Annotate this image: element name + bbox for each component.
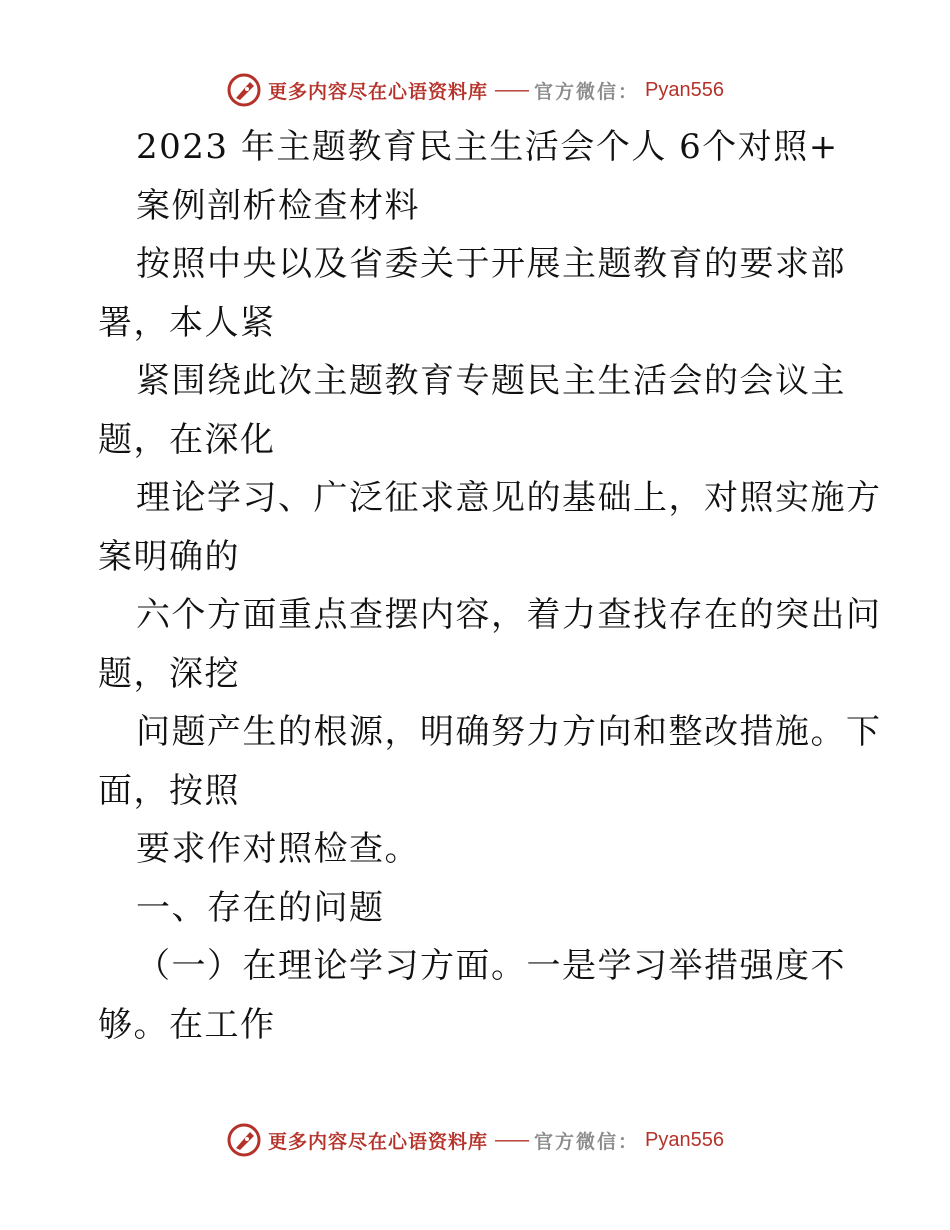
section-heading: 一、存在的问题 [136,887,385,928]
footer-watermark [0,1122,950,1158]
pen-nib-logo-icon [226,72,262,108]
paragraph-line: 署，本人紧 [98,302,276,343]
paragraph-line: 案明确的 [98,536,240,577]
paragraph-line: 面，按照 [98,770,240,811]
paragraph-line: 够。在工作 [98,1004,276,1045]
pen-nib-logo-icon [226,1122,262,1158]
watermark-dash: —— [494,1129,529,1151]
document-body [98,118,882,1054]
watermark-wechat-id: Pyan556 [645,78,724,101]
title-line-2: 案例剖析检查材料 [136,185,420,226]
paragraph-line: 按照中央以及省委关于开展主题教育的要求部 [136,244,846,284]
header-watermark [0,72,950,108]
paragraph-line: 紧围绕此次主题教育专题民主生活会的会议主 [136,361,846,401]
watermark-site-text: 更多内容尽在心语资料库 [268,80,489,103]
paragraph-line: 要求作对照检查。 [136,829,420,869]
watermark-wechat-id: Pyan556 [645,1128,724,1151]
title-line-1: 2023 年主题教育民主生活会个人 6个对照+ [136,127,839,167]
watermark-dash: —— [494,79,529,101]
watermark-wechat-label: 官方微信： [534,80,640,103]
paragraph-line: 问题产生的根源，明确努力方向和整改措施。下 [136,712,882,752]
watermark-wechat-label: 官方微信： [534,1130,640,1153]
paragraph-line: 六个方面重点查摆内容，着力查找存在的突出问 [136,595,882,635]
watermark-site-text: 更多内容尽在心语资料库 [268,1130,489,1153]
paragraph-line: 题，深挖 [98,653,240,694]
paragraph-line: 题，在深化 [98,419,276,460]
paragraph-line: 理论学习、广泛征求意见的基础上，对照实施方 [136,478,882,518]
paragraph-line: （一）在理论学习方面。一是学习举措强度不 [136,946,846,986]
